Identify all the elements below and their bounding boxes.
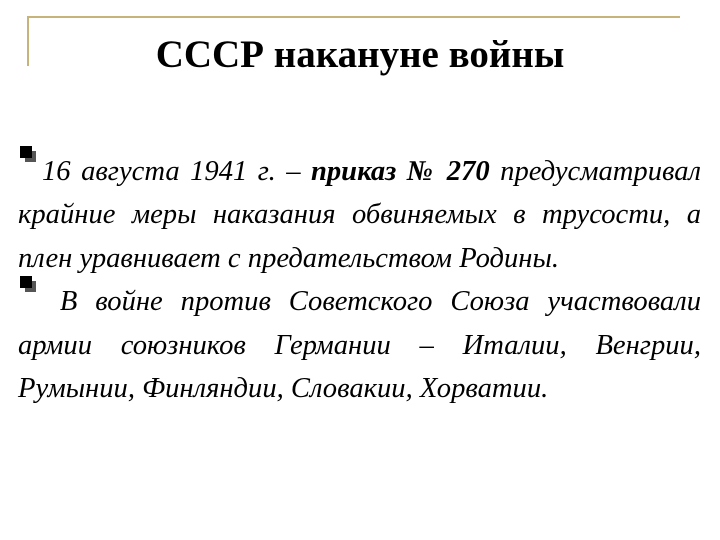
paragraph-2-text: В войне против Советского Союза участвовали армии союзников Германии – Италии, Венгрии, Румынии, Финляндии, Словакии, Хорватии. — [18, 286, 701, 405]
slide-title: СССР накануне войны — [155, 33, 565, 76]
paragraph-allies — [18, 280, 701, 410]
square-bullet-icon — [18, 290, 38, 310]
slide-content — [18, 150, 701, 410]
order-number-bold: приказ № 270 — [310, 156, 490, 187]
decorative-top-line — [28, 16, 680, 18]
paragraph-1-continuation: предусматривал крайние меры наказания обвиняемых в трусости, а плен уравнивает с предательством Родины. — [18, 156, 701, 274]
paragraph-1-text: 16 августа 1941 г. – — [42, 156, 311, 187]
paragraph-order-270 — [18, 150, 701, 280]
square-bullet-icon — [18, 160, 38, 180]
